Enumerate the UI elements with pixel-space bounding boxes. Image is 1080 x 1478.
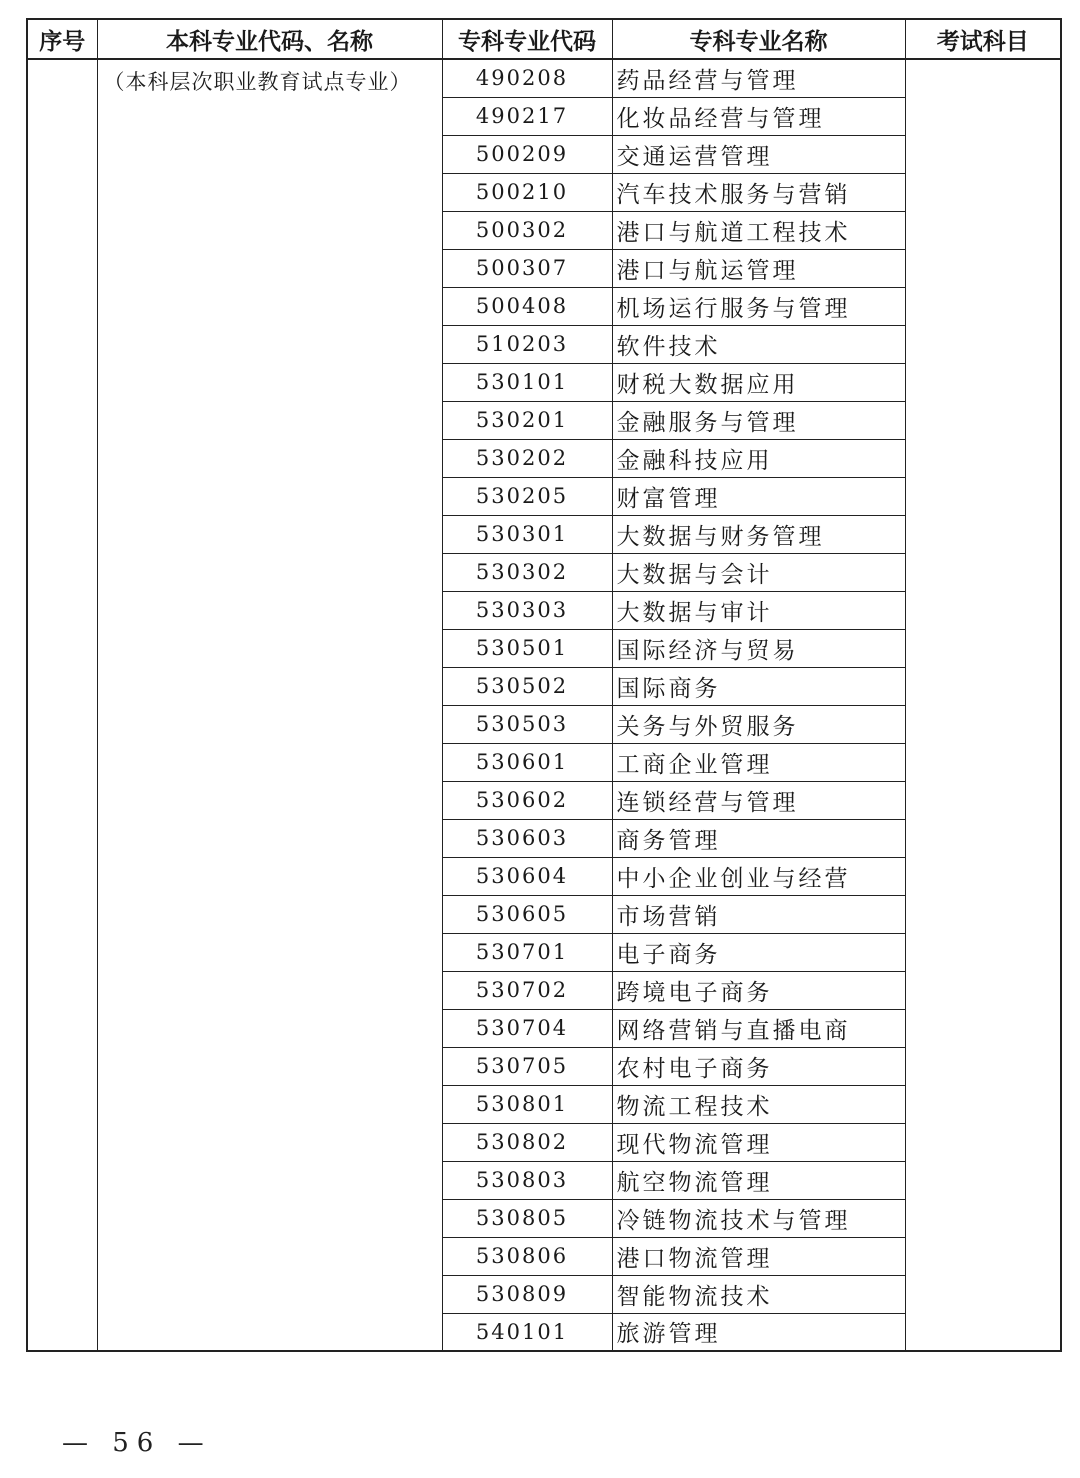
associate-code-cell: 530301 (442, 515, 612, 553)
associate-code-cell: 530302 (442, 553, 612, 591)
associate-name-cell: 汽车技术服务与营销 (612, 173, 905, 211)
associate-code-cell: 530201 (442, 401, 612, 439)
associate-name-cell: 智能物流技术 (612, 1275, 905, 1313)
associate-name-cell: 交通运营管理 (612, 135, 905, 173)
associate-code-cell: 530702 (442, 971, 612, 1009)
associate-name-cell: 金融科技应用 (612, 439, 905, 477)
associate-code-cell: 530601 (442, 743, 612, 781)
associate-code-cell: 510203 (442, 325, 612, 363)
seq-cell (27, 59, 97, 1351)
associate-name-cell: 国际经济与贸易 (612, 629, 905, 667)
associate-code-cell: 530704 (442, 1009, 612, 1047)
associate-name-cell: 港口与航运管理 (612, 249, 905, 287)
associate-name-cell: 商务管理 (612, 819, 905, 857)
associate-name-cell: 大数据与财务管理 (612, 515, 905, 553)
associate-code-cell: 530101 (442, 363, 612, 401)
associate-name-cell: 财富管理 (612, 477, 905, 515)
majors-table (26, 18, 1062, 1352)
associate-name-cell: 航空物流管理 (612, 1161, 905, 1199)
associate-name-cell: 冷链物流技术与管理 (612, 1199, 905, 1237)
associate-name-cell: 软件技术 (612, 325, 905, 363)
associate-name-cell: 中小企业创业与经营 (612, 857, 905, 895)
associate-code-cell: 530503 (442, 705, 612, 743)
associate-name-cell: 大数据与审计 (612, 591, 905, 629)
associate-name-cell: 港口与航道工程技术 (612, 211, 905, 249)
associate-name-cell: 大数据与会计 (612, 553, 905, 591)
associate-code-cell: 530802 (442, 1123, 612, 1161)
header-bachelor-major: 本科专业代码、名称 (97, 19, 442, 59)
associate-code-cell: 530205 (442, 477, 612, 515)
associate-name-cell: 物流工程技术 (612, 1085, 905, 1123)
associate-code-cell: 490208 (442, 59, 612, 97)
associate-code-cell: 530502 (442, 667, 612, 705)
associate-name-cell: 财税大数据应用 (612, 363, 905, 401)
associate-code-cell: 530806 (442, 1237, 612, 1275)
associate-name-cell: 港口物流管理 (612, 1237, 905, 1275)
header-associate-name: 专科专业名称 (612, 19, 905, 59)
associate-name-cell: 化妆品经营与管理 (612, 97, 905, 135)
associate-name-cell: 电子商务 (612, 933, 905, 971)
associate-name-cell: 工商企业管理 (612, 743, 905, 781)
associate-name-cell: 药品经营与管理 (612, 59, 905, 97)
associate-code-cell: 530303 (442, 591, 612, 629)
associate-code-cell: 530605 (442, 895, 612, 933)
associate-code-cell: 530803 (442, 1161, 612, 1199)
associate-code-cell: 530602 (442, 781, 612, 819)
table-header-row (27, 19, 1061, 59)
header-seq: 序号 (27, 19, 97, 59)
associate-code-cell: 530801 (442, 1085, 612, 1123)
associate-code-cell: 530202 (442, 439, 612, 477)
associate-code-cell: 500209 (442, 135, 612, 173)
associate-code-cell: 530603 (442, 819, 612, 857)
associate-name-cell: 网络营销与直播电商 (612, 1009, 905, 1047)
associate-name-cell: 市场营销 (612, 895, 905, 933)
header-associate-code: 专科专业代码 (442, 19, 612, 59)
associate-name-cell: 现代物流管理 (612, 1123, 905, 1161)
exam-subjects-cell (905, 59, 1061, 1351)
associate-code-cell: 500302 (442, 211, 612, 249)
associate-name-cell: 国际商务 (612, 667, 905, 705)
associate-code-cell: 500307 (442, 249, 612, 287)
associate-code-cell: 530809 (442, 1275, 612, 1313)
associate-name-cell: 机场运行服务与管理 (612, 287, 905, 325)
header-exam-subjects: 考试科目 (905, 19, 1061, 59)
associate-name-cell: 旅游管理 (612, 1313, 905, 1351)
associate-code-cell: 530501 (442, 629, 612, 667)
associate-code-cell: 530701 (442, 933, 612, 971)
associate-name-cell: 跨境电子商务 (612, 971, 905, 1009)
associate-name-cell: 连锁经营与管理 (612, 781, 905, 819)
associate-code-cell: 500408 (442, 287, 612, 325)
associate-name-cell: 金融服务与管理 (612, 401, 905, 439)
associate-name-cell: 农村电子商务 (612, 1047, 905, 1085)
associate-code-cell: 530805 (442, 1199, 612, 1237)
page-number: — 56 — (62, 1428, 212, 1458)
table-row (27, 59, 1061, 97)
associate-code-cell: 540101 (442, 1313, 612, 1351)
associate-name-cell: 关务与外贸服务 (612, 705, 905, 743)
associate-code-cell: 530604 (442, 857, 612, 895)
associate-code-cell: 490217 (442, 97, 612, 135)
associate-code-cell: 530705 (442, 1047, 612, 1085)
table-body (27, 59, 1061, 1351)
bachelor-major-cell: （本科层次职业教育试点专业） (97, 59, 442, 1351)
associate-code-cell: 500210 (442, 173, 612, 211)
